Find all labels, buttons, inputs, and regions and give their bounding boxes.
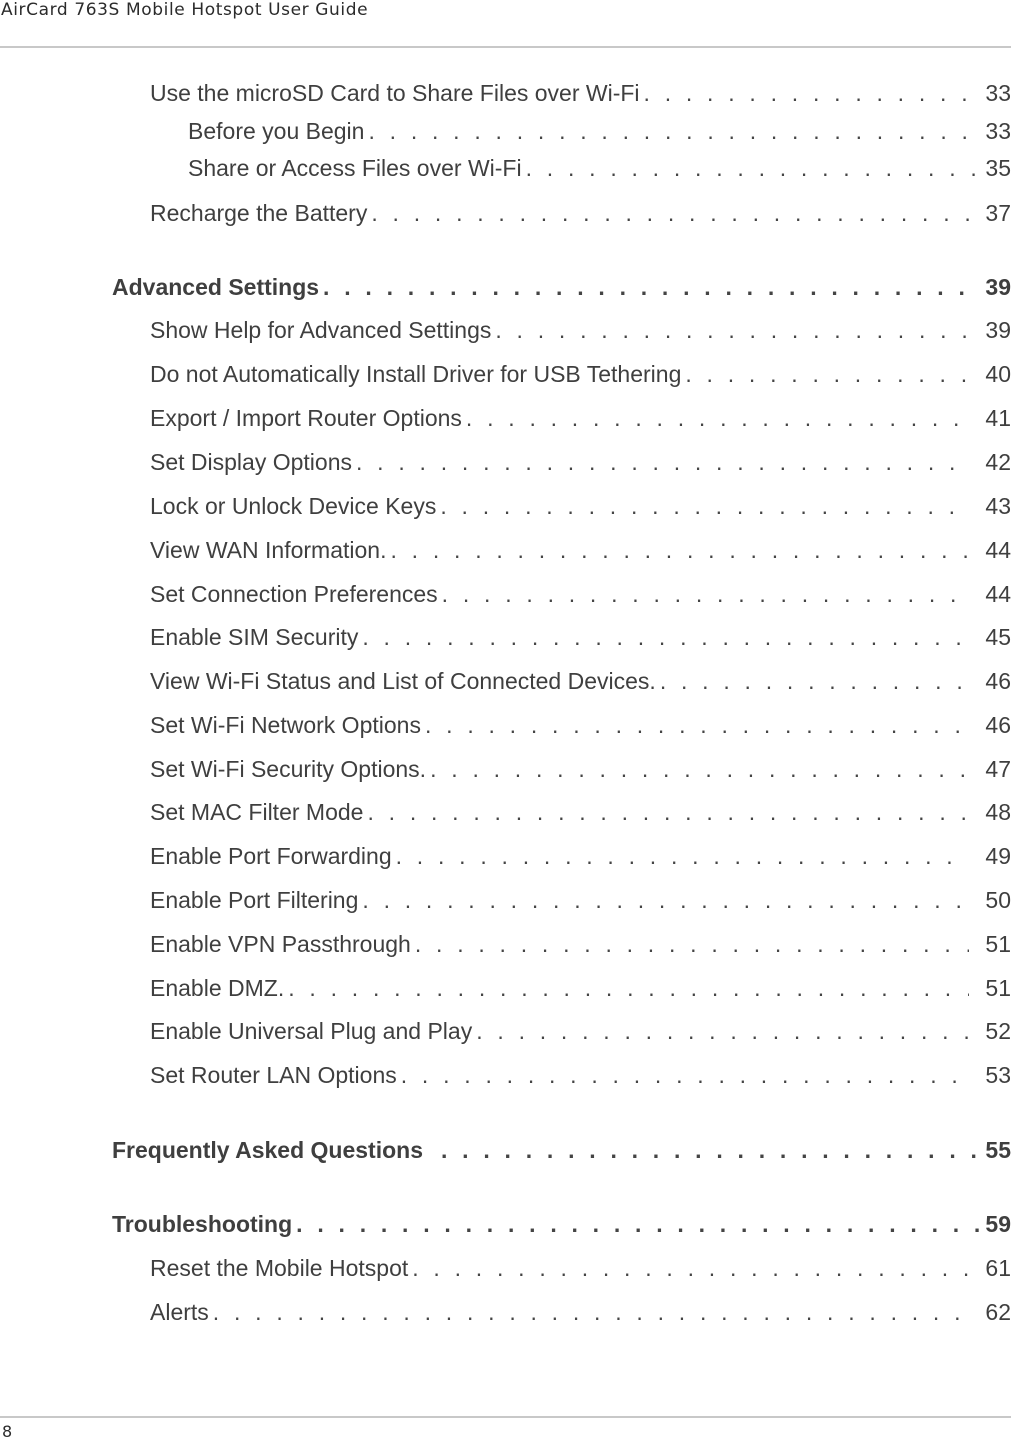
toc-entry-port-forwarding[interactable]: [150, 842, 1011, 870]
toc-entry-label: Set Connection Preferences: [150, 581, 438, 607]
toc-page-number: 61: [985, 1255, 1011, 1281]
toc-page-number: 46: [985, 668, 1011, 694]
toc-page-number: 37: [985, 200, 1011, 226]
toc-chapter-label: Advanced Settings: [112, 274, 320, 300]
toc-entry-vpn-passthrough[interactable]: [150, 930, 1011, 958]
toc-chapter-label: Troubleshooting: [112, 1211, 293, 1237]
toc-entry-router-lan[interactable]: [150, 1061, 1011, 1089]
toc-page-number: 39: [985, 317, 1011, 343]
toc-page-number: 43: [985, 493, 1011, 519]
toc-entry-label: Use the microSD Card to Share Files over Wi-Fi: [150, 80, 640, 106]
toc-entry-export-import[interactable]: [150, 404, 1011, 432]
toc-entry-upnp[interactable]: [150, 1017, 1011, 1045]
toc-page-number: 41: [985, 405, 1011, 431]
toc-dot-leader: [386, 536, 969, 564]
toc-dot-leader: [392, 842, 969, 870]
toc-dot-leader: [640, 79, 969, 107]
toc-dot-leader: [358, 623, 969, 651]
toc-dot-leader: [364, 117, 981, 145]
toc-entry-wifi-network-options[interactable]: [150, 711, 1011, 739]
toc-entry-before-you-begin[interactable]: [188, 117, 1011, 145]
toc-entry-label: Enable Port Forwarding: [150, 843, 392, 869]
toc-entry-label: Reset the Mobile Hotspot: [150, 1255, 409, 1281]
toc-entry-label: Recharge the Battery: [150, 200, 368, 226]
toc-entry-label: Do not Automatically Install Driver for USB Tethering: [150, 361, 682, 387]
toc-dot-leader: [423, 1136, 981, 1164]
toc-page-number: 50: [985, 887, 1011, 913]
toc-entry-display-options[interactable]: [150, 448, 1011, 476]
toc-entry-alerts[interactable]: [150, 1298, 1011, 1326]
toc-page-number: 55: [985, 1137, 1011, 1163]
toc-entry-label: Set Router LAN Options: [150, 1062, 397, 1088]
toc-entry-wifi-status[interactable]: [150, 667, 1011, 695]
toc-dot-leader: [363, 798, 969, 826]
toc-dot-leader: [408, 1254, 969, 1282]
toc-page-number: 42: [985, 449, 1011, 475]
toc-entry-mac-filter[interactable]: [150, 798, 1011, 826]
toc-dot-leader: [284, 974, 969, 1002]
toc-entry-label: Enable VPN Passthrough: [150, 931, 411, 957]
toc-page-number: 44: [985, 537, 1011, 563]
toc-page-number: 33: [985, 118, 1011, 144]
toc-page-number: 47: [985, 756, 1011, 782]
toc-page-number: 45: [985, 624, 1011, 650]
toc-entry-label: View Wi-Fi Status and List of Connected Devices.: [150, 668, 656, 694]
toc-chapter-troubleshooting[interactable]: [112, 1210, 1011, 1238]
toc-dot-leader: [367, 199, 969, 227]
toc-entry-connection-preferences[interactable]: [150, 580, 1011, 608]
toc-entry-label: Enable Universal Plug and Play: [150, 1018, 473, 1044]
toc-dot-leader: [352, 448, 969, 476]
toc-entry-port-filtering[interactable]: [150, 886, 1011, 914]
toc-entry-recharge-battery[interactable]: [150, 199, 1011, 227]
toc-dot-leader: [436, 492, 969, 520]
toc-page-number: 39: [985, 274, 1011, 300]
toc-entry-share-access-files[interactable]: [188, 154, 1011, 182]
toc-page-number: 62: [985, 1299, 1011, 1325]
toc-entry-label: Set Wi-Fi Security Options.: [150, 756, 427, 782]
toc-dot-leader: [426, 755, 969, 783]
toc-entry-dmz[interactable]: [150, 974, 1011, 1002]
toc-entry-show-help[interactable]: [150, 316, 1011, 344]
toc-entry-device-keys[interactable]: [150, 492, 1011, 520]
toc-page-number: 53: [985, 1062, 1011, 1088]
toc-entry-sim-security[interactable]: [150, 623, 1011, 651]
toc-dot-leader: [472, 1017, 969, 1045]
toc-chapter-label: Frequently Asked Questions: [112, 1137, 423, 1163]
toc-chapter-faq[interactable]: [112, 1136, 1011, 1164]
toc-dot-leader: [358, 886, 969, 914]
toc-entry-label: Set Wi-Fi Network Options: [150, 712, 421, 738]
toc-entry-label: Lock or Unlock Device Keys: [150, 493, 437, 519]
page-number: 8: [2, 1422, 13, 1441]
toc-dot-leader: [462, 404, 969, 432]
toc-entry-label: View WAN Information.: [150, 537, 387, 563]
header-divider: [0, 46, 1011, 48]
toc-dot-leader: [522, 154, 981, 182]
toc-page-number: 40: [985, 361, 1011, 387]
toc-entry-use-microsd-card[interactable]: [150, 79, 1011, 107]
toc-entry-label: Set MAC Filter Mode: [150, 799, 364, 825]
toc-page-number: 35: [985, 155, 1011, 181]
toc-dot-leader: [292, 1210, 981, 1238]
toc-chapter-advanced-settings[interactable]: [112, 273, 1011, 301]
toc-entry-label: Enable SIM Security: [150, 624, 359, 650]
toc-dot-leader: [681, 360, 969, 388]
toc-page-number: 51: [985, 975, 1011, 1001]
toc-page-number: 49: [985, 843, 1011, 869]
toc-entry-label: Export / Import Router Options: [150, 405, 462, 431]
toc-dot-leader: [491, 316, 969, 344]
toc-entry-wan-information[interactable]: [150, 536, 1011, 564]
toc-entry-reset-hotspot[interactable]: [150, 1254, 1011, 1282]
toc-page-number: 51: [985, 931, 1011, 957]
toc-dot-leader: [411, 930, 969, 958]
toc-entry-label: Before you Begin: [188, 118, 365, 144]
toc-page-number: 59: [985, 1211, 1011, 1237]
toc-page-number: 44: [985, 581, 1011, 607]
toc-entry-label: Show Help for Advanced Settings: [150, 317, 492, 343]
toc-entry-label: Enable DMZ.: [150, 975, 285, 1001]
toc-entry-label: Alerts: [150, 1299, 209, 1325]
toc-page-number: 33: [985, 80, 1011, 106]
document-header-title: AirCard 763S Mobile Hotspot User Guide: [1, 0, 369, 20]
toc-dot-leader: [397, 1061, 969, 1089]
toc-entry-label: Enable Port Filtering: [150, 887, 359, 913]
toc-entry-usb-tethering-driver[interactable]: [150, 360, 1011, 388]
toc-dot-leader: [438, 580, 969, 608]
toc-dot-leader: [421, 711, 969, 739]
toc-page-number: 46: [985, 712, 1011, 738]
toc-entry-label: Set Display Options: [150, 449, 352, 475]
toc-page-number: 52: [985, 1018, 1011, 1044]
toc-dot-leader: [209, 1298, 969, 1326]
toc-entry-wifi-security-options[interactable]: [150, 755, 1011, 783]
toc-page-number: 48: [985, 799, 1011, 825]
toc-dot-leader: [656, 667, 969, 695]
toc-entry-label: Share or Access Files over Wi-Fi: [188, 155, 522, 181]
footer-divider: [0, 1416, 1011, 1418]
toc-dot-leader: [319, 273, 981, 301]
